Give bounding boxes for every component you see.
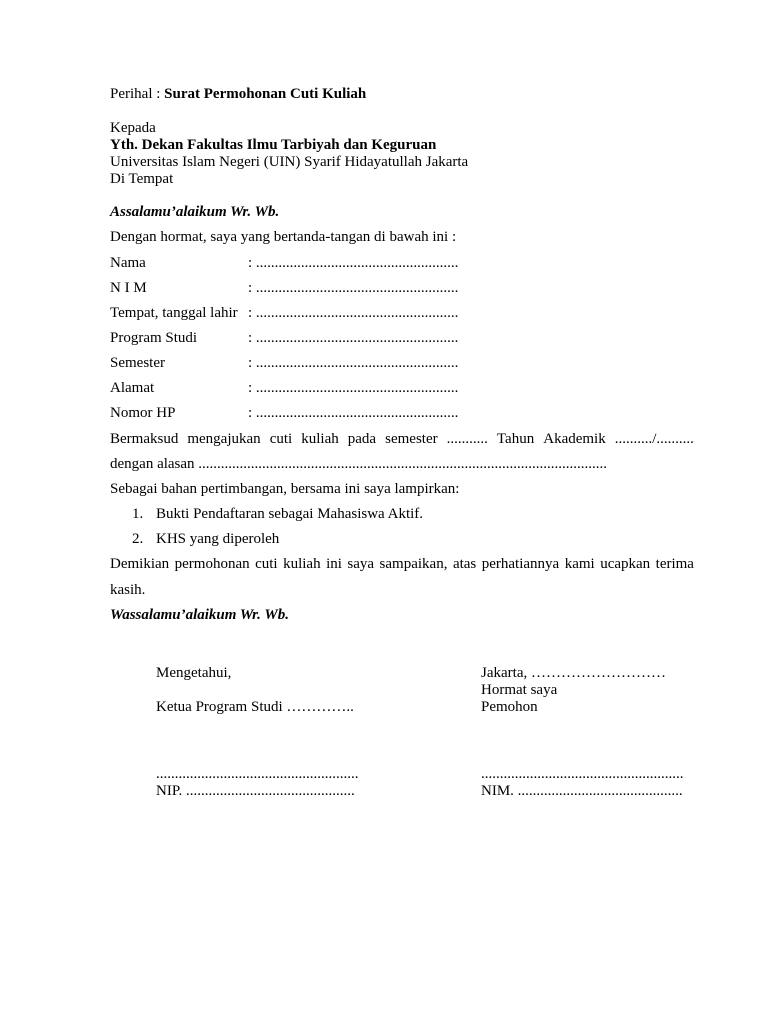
closing-line-2: kasih.	[110, 582, 146, 598]
closing-salutation: Wassalamu’alaikum Wr. Wb.	[110, 607, 289, 623]
recipient-place: Di Tempat	[110, 171, 174, 187]
closing-word: kami	[564, 556, 595, 572]
intro-text: Dengan hormat, saya yang bertanda-tangan di bawah ini :	[110, 229, 457, 245]
field-value-prodi: : ......................................................	[248, 330, 459, 346]
closing-word: Demikian	[110, 556, 170, 572]
closing-word: cuti	[255, 556, 278, 572]
list-item-text: KHS yang diperoleh	[156, 531, 280, 547]
subject-title: Surat Permohonan Cuti Kuliah	[164, 86, 367, 102]
right-role: Pemohon	[481, 699, 538, 715]
subject-label: Perihal :	[110, 86, 165, 102]
field-value-hp: : ......................................................	[248, 405, 459, 421]
right-name-line: ......................................................	[481, 766, 684, 782]
purpose-word: mengajukan	[187, 431, 261, 447]
field-value-nim: : ......................................................	[248, 280, 459, 296]
field-value-nama: : ......................................................	[248, 255, 459, 271]
closing-word: sampaikan,	[379, 556, 448, 572]
closing-word: saya	[347, 556, 375, 572]
field-label-nama: Nama	[110, 255, 146, 271]
list-item-text: Bukti Pendaftaran sebagai Mahasiswa Aktif.	[156, 506, 424, 522]
recipient-addressee: Yth. Dekan Fakultas Ilmu Tarbiyah dan Keguruan	[110, 137, 437, 153]
purpose-word: Tahun	[496, 431, 535, 447]
place-date: Jakarta, ………………………	[481, 665, 666, 681]
recipient-institution: Universitas Islam Negeri (UIN) Syarif Hidayatullah Jakarta	[110, 154, 469, 170]
field-value-ttl: : ......................................................	[248, 305, 459, 321]
nim-line: NIM. ............................................	[481, 783, 683, 799]
field-label-ttl: Tempat, tanggal lahir	[110, 305, 238, 321]
purpose-line-2: dengan alasan .............................................................................................................	[110, 456, 608, 472]
acknowledged-label: Mengetahui,	[156, 665, 232, 681]
closing-word: perhatiannya	[481, 556, 560, 572]
purpose-word: kuliah	[301, 431, 339, 447]
purpose-word: semester	[385, 431, 438, 447]
recipient-to: Kepada	[110, 120, 156, 136]
closing-word: terima	[655, 556, 694, 572]
purpose-word: Bermaksud	[110, 431, 179, 447]
closing-word: ini	[326, 556, 342, 572]
field-label-semester: Semester	[110, 355, 165, 371]
attachments-intro: Sebagai bahan pertimbangan, bersama ini saya lampirkan:	[110, 481, 460, 497]
field-value-alamat: : ......................................................	[248, 380, 459, 396]
greeting: Assalamu’alaikum Wr. Wb.	[110, 204, 280, 220]
list-item-number: 2.	[132, 531, 144, 547]
purpose-word: pada	[347, 431, 377, 447]
purpose-word: ........../..........	[614, 431, 694, 447]
nip-line: NIP. .............................................	[156, 783, 355, 799]
field-value-semester: : ......................................................	[248, 355, 459, 371]
left-role: Ketua Program Studi …………..	[156, 699, 354, 715]
field-label-hp: Nomor HP	[110, 405, 176, 421]
closing-word: kuliah	[283, 556, 321, 572]
list-item-number: 1.	[132, 506, 144, 522]
closing-line-1	[110, 556, 694, 573]
purpose-line-1	[110, 431, 694, 448]
purpose-word: cuti	[269, 431, 293, 447]
closing-word: permohonan	[174, 556, 250, 572]
left-name-line: ......................................................	[156, 766, 359, 782]
field-label-nim: N I M	[110, 280, 147, 296]
field-label-alamat: Alamat	[110, 380, 155, 396]
regards-label: Hormat saya	[481, 682, 558, 698]
closing-word: atas	[452, 556, 477, 572]
subject-line	[110, 86, 366, 103]
closing-word: ucapkan	[600, 556, 651, 572]
field-label-prodi: Program Studi	[110, 330, 198, 346]
purpose-word: ...........	[446, 431, 488, 447]
purpose-word: Akademik	[543, 431, 606, 447]
